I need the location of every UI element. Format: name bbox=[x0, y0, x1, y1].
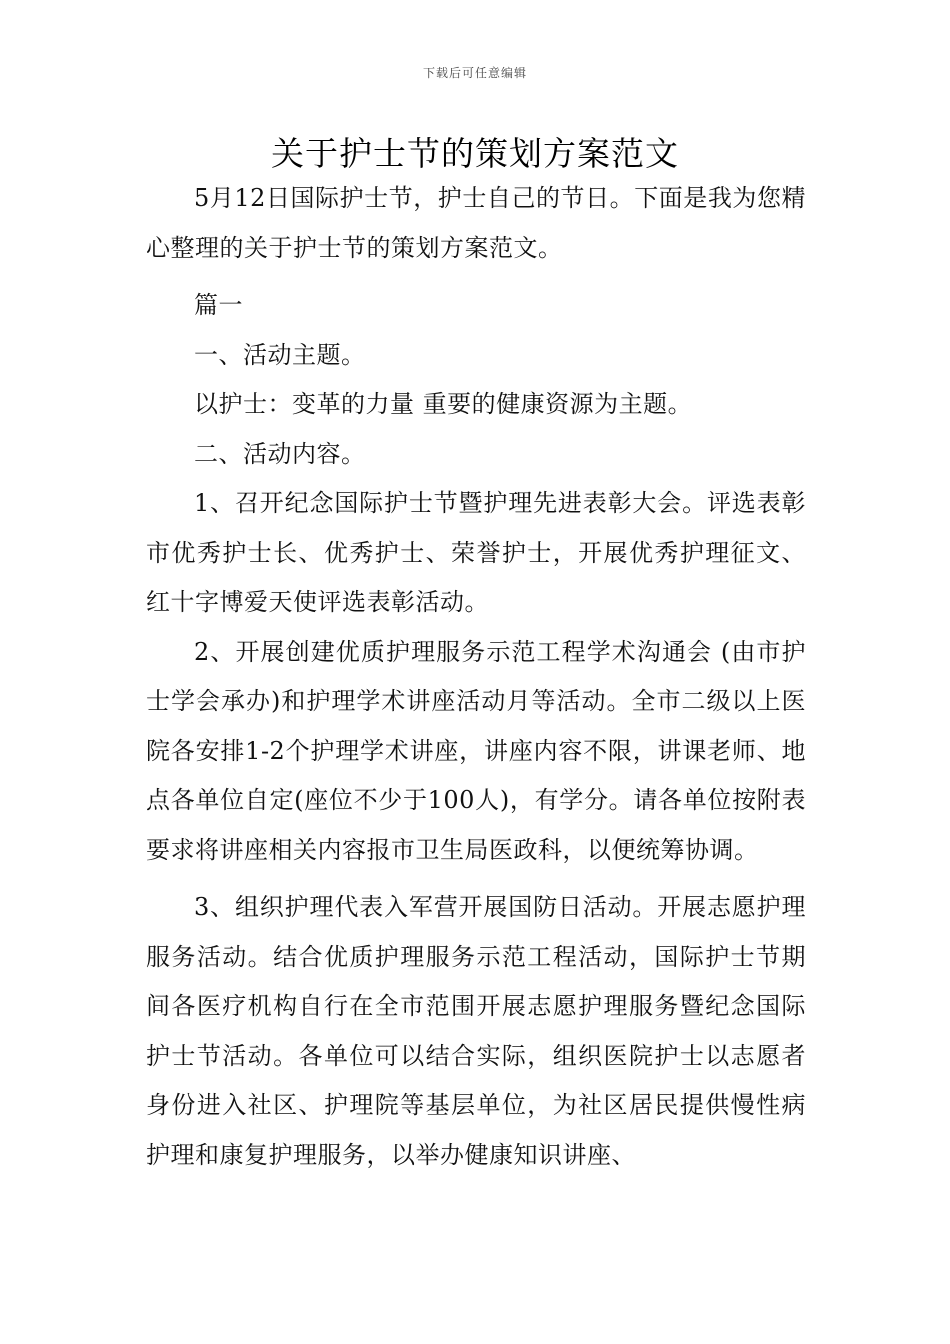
paragraph-theme: 以护士：变革的力量 重要的健康资源为主题。 bbox=[194, 390, 693, 418]
document-body bbox=[146, 174, 806, 1180]
paragraph-item-2: 2、开展创建优质护理服务示范工程学术沟通会 (由市护士学会承办)和护理学术讲座活动月等活动。全市二级以上医院各安排1-2个护理学术讲座，讲座内容不限，讲课老师、地点各单位自定(座位不少于100人)，有学分。请各单位按附表要求将讲座相关内容报市卫生局医政科，以便统筹协调。 bbox=[146, 637, 806, 864]
paragraph-intro: 5月12日国际护士节，护士自己的节日。下面是我为您精心整理的关于护士节的策划方案范文。 bbox=[146, 184, 806, 262]
paragraph-section-label: 篇一 bbox=[194, 291, 243, 319]
paragraph-item-1: 1、召开纪念国际护士节暨护理先进表彰大会。评选表彰市优秀护士长、优秀护士、荣誉护士，开展优秀护理征文、红十字博爱天使评选表彰活动。 bbox=[146, 489, 806, 616]
document-title: 关于护士节的策划方案范文 bbox=[271, 134, 679, 173]
header-note: 下载后可任意编辑 bbox=[422, 66, 527, 80]
paragraph-heading-content: 二、活动内容。 bbox=[194, 439, 366, 468]
paragraph-item-3: 3、组织护理代表入军营开展国防日活动。开展志愿护理服务活动。结合优质护理服务示范工程活动，国际护士节期间各医疗机构自行在全市范围开展志愿护理服务暨纪念国际护士节活动。各单位可以结合实际，组织医院护士以志愿者身份进入社区、护理院等基层单位，为社区居民提供慢性病护理和康复护理服务，以举办健康知识讲座、 bbox=[146, 893, 806, 1169]
paragraph-heading-theme: 一、活动主题。 bbox=[194, 340, 366, 369]
